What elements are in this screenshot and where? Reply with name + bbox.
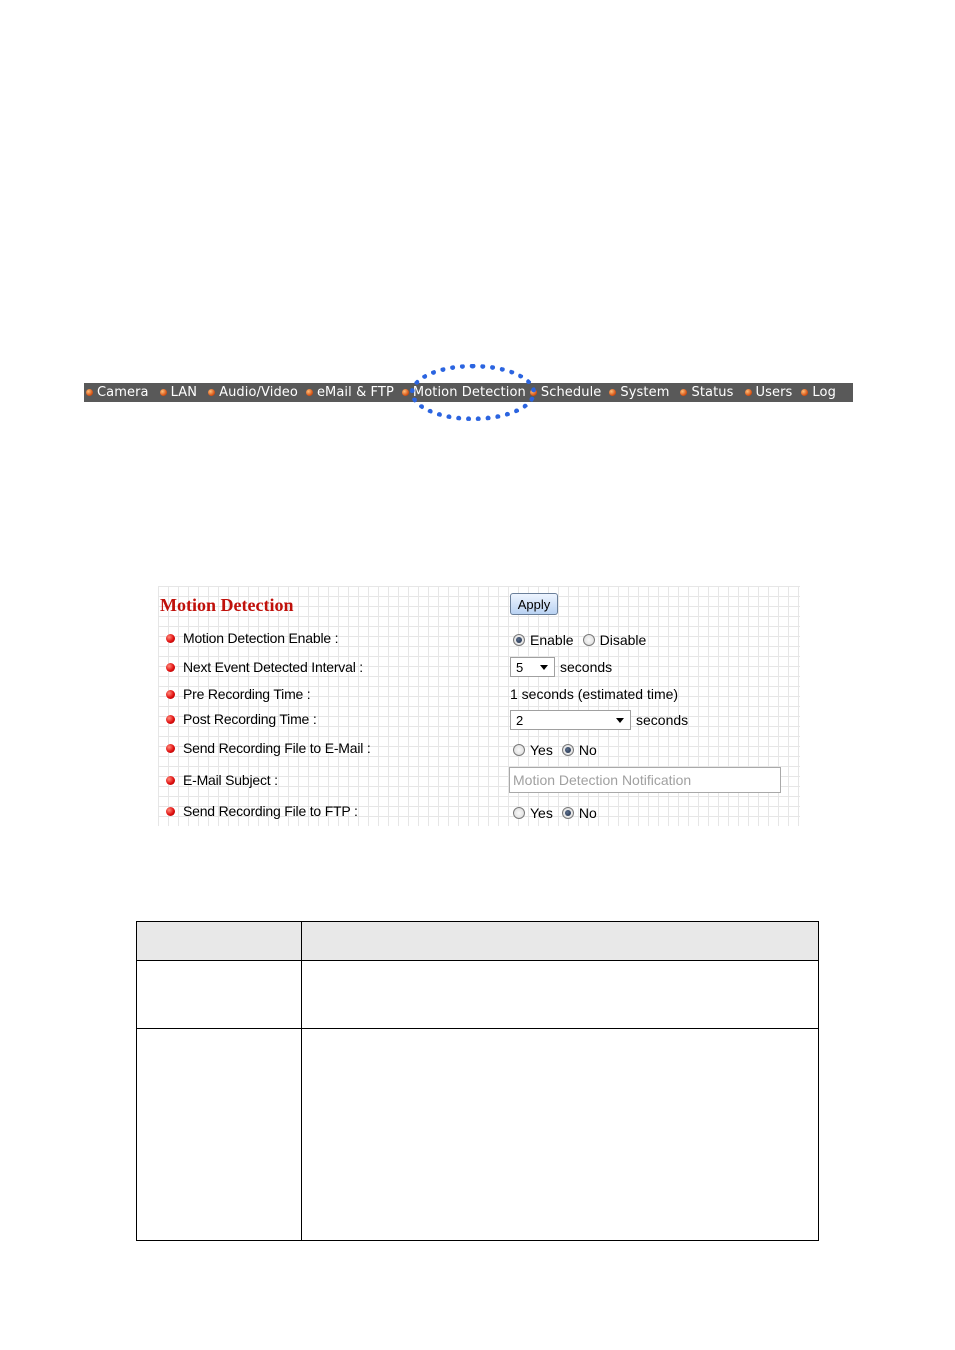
- nav-item-label: eMail & FTP: [316, 385, 394, 400]
- nav-bullet-icon: [402, 389, 409, 396]
- bullet-icon: [166, 663, 175, 672]
- interval-control: 5 seconds: [510, 657, 612, 677]
- nav-item-label: Log: [812, 385, 836, 400]
- table-row: [137, 1029, 819, 1241]
- nav-item-system[interactable]: [609, 385, 669, 400]
- send-ftp-yes-radio[interactable]: [513, 807, 525, 819]
- enable-radio[interactable]: [513, 634, 525, 646]
- table-header-cell: [137, 922, 302, 961]
- row-label-send-ftp: Send Recording File to FTP :: [166, 803, 358, 819]
- nav-item-users[interactable]: [745, 385, 793, 400]
- nav-bullet-icon: [530, 389, 537, 396]
- table-header-cell: [302, 922, 819, 961]
- apply-button[interactable]: Apply: [510, 593, 558, 615]
- nav-item-label: System: [620, 385, 670, 400]
- table-cell: [137, 1029, 302, 1241]
- table-header-row: [137, 922, 819, 961]
- row-label-pre-recording: Pre Recording Time :: [166, 686, 311, 702]
- table-cell: [302, 1029, 819, 1241]
- row-label-email-subject: E-Mail Subject :: [166, 772, 278, 788]
- table-row: [137, 961, 819, 1029]
- description-table: [136, 921, 819, 1241]
- row-label-post-recording: Post Recording Time :: [166, 711, 317, 727]
- post-recording-select[interactable]: 2: [510, 710, 631, 730]
- nav-bullet-icon: [86, 389, 93, 396]
- nav-bullet-icon: [680, 389, 687, 396]
- send-email-no-radio[interactable]: [562, 744, 574, 756]
- table-cell: [302, 961, 819, 1029]
- nav-item-status[interactable]: [680, 385, 733, 400]
- pre-recording-value: 1 seconds (estimated time): [510, 686, 679, 702]
- nav-bullet-icon: [208, 389, 215, 396]
- email-subject-input[interactable]: [509, 767, 781, 793]
- nav-item-label: Schedule: [540, 385, 602, 400]
- nav-item-motion-detection[interactable]: [402, 385, 526, 400]
- bullet-icon: [166, 715, 175, 724]
- nav-item-lan[interactable]: [160, 385, 197, 400]
- nav-bullet-icon: [745, 389, 752, 396]
- nav-bullet-icon: [801, 389, 808, 396]
- nav-item-audio-video[interactable]: [208, 385, 298, 400]
- motion-detection-panel: [158, 586, 800, 826]
- bullet-icon: [166, 744, 175, 753]
- send-ftp-no-radio[interactable]: [562, 807, 574, 819]
- table-cell: [137, 961, 302, 1029]
- bullet-icon: [166, 690, 175, 699]
- bullet-icon: [166, 634, 175, 643]
- chevron-down-icon: [616, 718, 624, 723]
- post-recording-control: 2 seconds: [510, 710, 688, 730]
- send-email-radio-group: Yes No: [510, 742, 603, 758]
- row-label-send-email: Send Recording File to E-Mail :: [166, 740, 371, 756]
- top-nav-bar: [84, 383, 853, 402]
- nav-item-email-ftp[interactable]: [306, 385, 394, 400]
- nav-bullet-icon: [160, 389, 167, 396]
- nav-item-schedule[interactable]: [530, 385, 602, 400]
- nav-item-camera[interactable]: [86, 385, 149, 400]
- bullet-icon: [166, 807, 175, 816]
- nav-item-label: Status: [691, 385, 734, 400]
- nav-item-label: Camera: [97, 385, 149, 400]
- chevron-down-icon: [540, 665, 548, 670]
- nav-bullet-icon: [306, 389, 313, 396]
- nav-item-label: Audio/Video: [219, 385, 298, 400]
- bullet-icon: [166, 776, 175, 785]
- send-email-yes-radio[interactable]: [513, 744, 525, 756]
- row-label-interval: Next Event Detected Interval :: [166, 659, 363, 675]
- nav-bullet-icon: [609, 389, 616, 396]
- nav-item-label: Motion Detection: [412, 385, 526, 400]
- row-label-enable: Motion Detection Enable :: [166, 630, 338, 646]
- nav-item-log[interactable]: [801, 385, 836, 400]
- nav-item-label: Users: [755, 385, 793, 400]
- enable-radio-group: Enable Disable: [510, 632, 652, 648]
- disable-radio[interactable]: [583, 634, 595, 646]
- panel-title: Motion Detection: [160, 595, 294, 615]
- nav-item-label: LAN: [170, 385, 198, 400]
- send-ftp-radio-group: Yes No: [510, 805, 603, 821]
- interval-select[interactable]: 5: [510, 657, 555, 677]
